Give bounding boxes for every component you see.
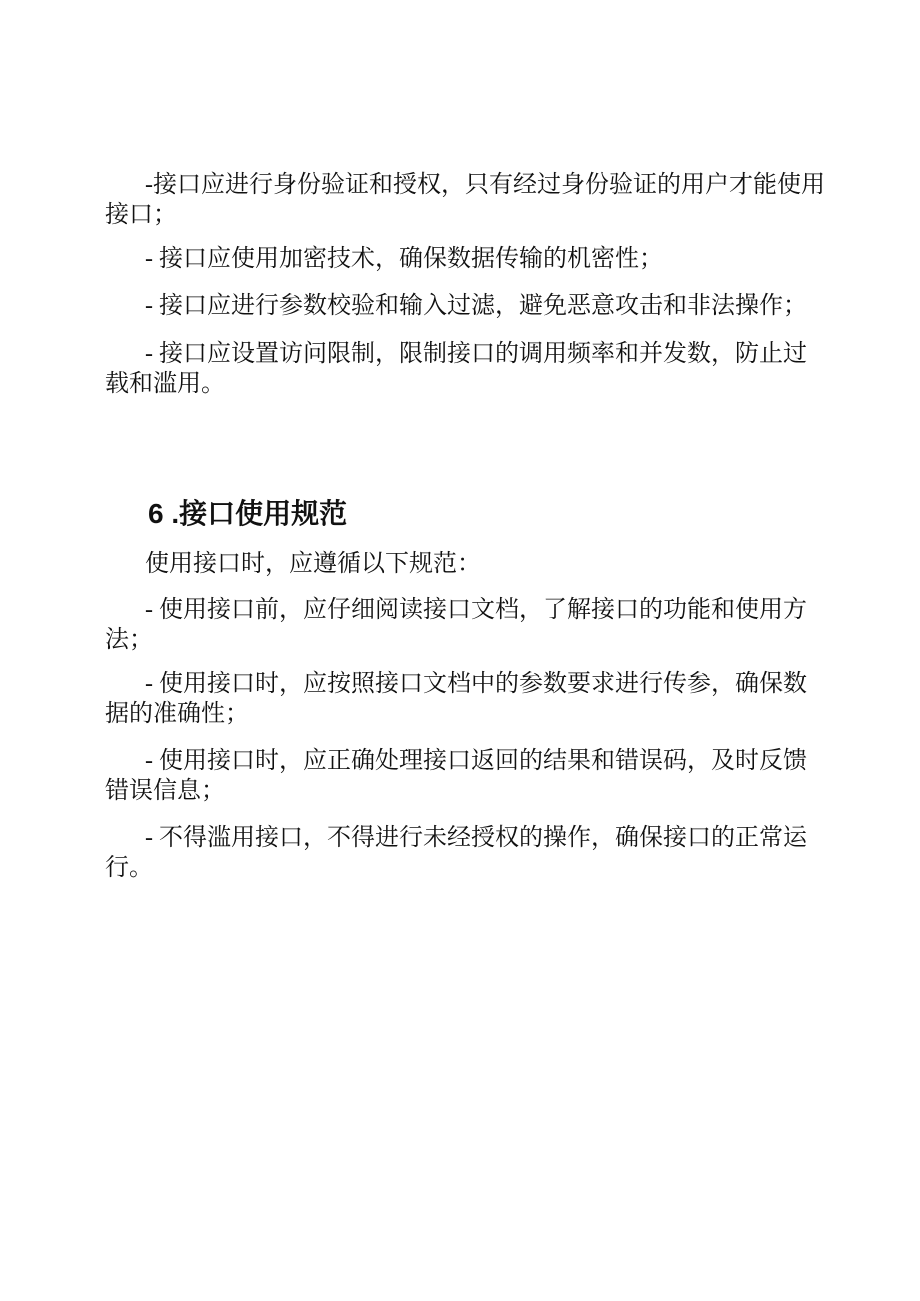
paragraph-no-abuse bbox=[105, 823, 825, 883]
paragraph-intro bbox=[105, 549, 825, 579]
paragraph-errors bbox=[105, 746, 825, 806]
section-heading: 6 .接口使用规范 bbox=[148, 498, 348, 529]
paragraph-validation bbox=[105, 291, 825, 321]
text-line: 错误信息； bbox=[105, 778, 225, 804]
paragraph-read-docs bbox=[105, 595, 825, 655]
text-line: 接口； bbox=[105, 202, 177, 228]
paragraph-encryption bbox=[105, 244, 825, 274]
text-line: - 使用接口时，应正确处理接口返回的结果和错误码，及时反馈 bbox=[145, 748, 807, 774]
text-line: - 接口应进行参数校验和输入过滤，避免恶意攻击和非法操作； bbox=[145, 293, 807, 319]
text-line: 行。 bbox=[105, 855, 153, 881]
text-line: - 接口应设置访问限制，限制接口的调用频率和并发数，防止过 bbox=[145, 341, 807, 367]
text-line: 使用接口时，应遵循以下规范： bbox=[145, 551, 481, 577]
text-line: 法； bbox=[105, 627, 153, 653]
paragraph-rate-limit bbox=[105, 339, 825, 399]
text-line: 载和滥用。 bbox=[105, 371, 225, 397]
text-line: -接口应进行身份验证和授权，只有经过身份验证的用户才能使用 bbox=[145, 172, 825, 198]
text-line: - 不得滥用接口，不得进行未经授权的操作，确保接口的正常运 bbox=[145, 825, 807, 851]
text-line: - 使用接口前，应仔细阅读接口文档，了解接口的功能和使用方 bbox=[145, 597, 807, 623]
paragraph-auth bbox=[105, 170, 825, 230]
text-line: 据的准确性； bbox=[105, 701, 249, 727]
paragraph-params bbox=[105, 669, 825, 729]
text-line: - 使用接口时，应按照接口文档中的参数要求进行传参，确保数 bbox=[145, 671, 807, 697]
text-line: - 接口应使用加密技术，确保数据传输的机密性； bbox=[145, 246, 663, 272]
